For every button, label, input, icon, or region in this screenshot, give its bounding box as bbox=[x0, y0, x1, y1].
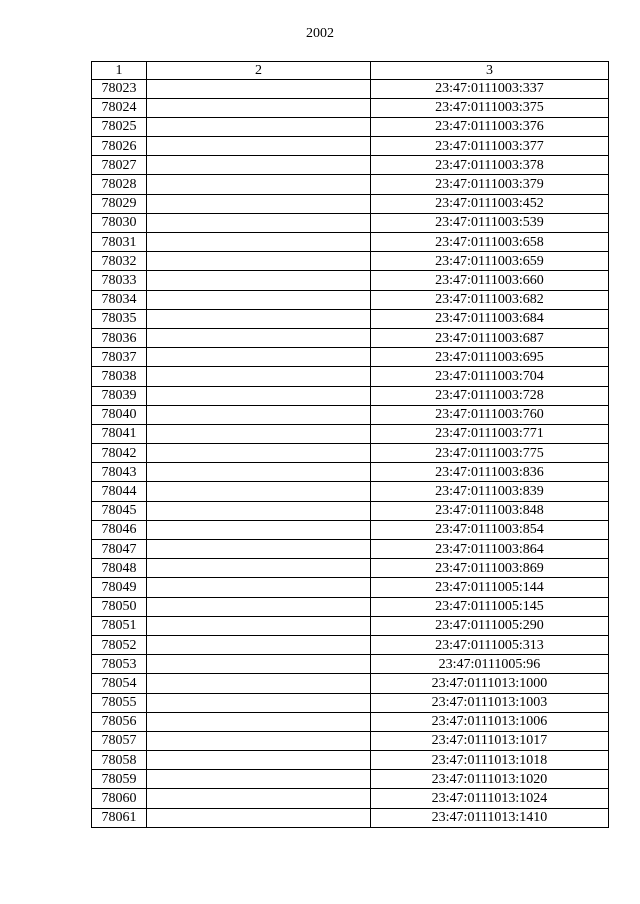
cadastral-number-cell: 23:47:0111003:660 bbox=[371, 271, 609, 290]
row-number-cell: 78041 bbox=[92, 424, 147, 443]
row-number-cell: 78027 bbox=[92, 156, 147, 175]
row-name-cell bbox=[147, 405, 371, 424]
row-number-cell: 78054 bbox=[92, 674, 147, 693]
cadastral-number-cell: 23:47:0111003:539 bbox=[371, 213, 609, 232]
table-row bbox=[92, 309, 609, 328]
row-name-cell bbox=[147, 271, 371, 290]
row-number-cell: 78038 bbox=[92, 367, 147, 386]
row-name-cell bbox=[147, 789, 371, 808]
row-name-cell bbox=[147, 520, 371, 539]
table-row bbox=[92, 597, 609, 616]
cadastral-number-cell: 23:47:0111013:1020 bbox=[371, 770, 609, 789]
row-name-cell bbox=[147, 444, 371, 463]
table-row bbox=[92, 578, 609, 597]
row-number-cell: 78032 bbox=[92, 252, 147, 271]
table-body bbox=[92, 62, 609, 828]
row-number-cell: 78034 bbox=[92, 290, 147, 309]
table-row bbox=[92, 79, 609, 98]
table-row bbox=[92, 731, 609, 750]
row-name-cell bbox=[147, 213, 371, 232]
row-number-cell: 78024 bbox=[92, 98, 147, 117]
row-number-cell: 78046 bbox=[92, 520, 147, 539]
row-number-cell: 78033 bbox=[92, 271, 147, 290]
row-name-cell bbox=[147, 578, 371, 597]
row-name-cell bbox=[147, 655, 371, 674]
registry-table bbox=[91, 61, 609, 828]
cadastral-number-cell: 23:47:0111003:684 bbox=[371, 309, 609, 328]
row-name-cell bbox=[147, 309, 371, 328]
cadastral-number-cell: 23:47:0111005:145 bbox=[371, 597, 609, 616]
table-row bbox=[92, 501, 609, 520]
row-name-cell bbox=[147, 597, 371, 616]
cadastral-number-cell: 23:47:0111013:1018 bbox=[371, 751, 609, 770]
row-name-cell bbox=[147, 98, 371, 117]
row-number-cell: 78058 bbox=[92, 751, 147, 770]
table-row bbox=[92, 770, 609, 789]
table-row bbox=[92, 233, 609, 252]
row-name-cell bbox=[147, 328, 371, 347]
row-name-cell bbox=[147, 635, 371, 654]
row-number-cell: 78039 bbox=[92, 386, 147, 405]
cadastral-number-cell: 23:47:0111013:1017 bbox=[371, 731, 609, 750]
row-number-cell: 78052 bbox=[92, 635, 147, 654]
table-row bbox=[92, 98, 609, 117]
cadastral-number-cell: 23:47:0111013:1410 bbox=[371, 808, 609, 827]
column-header: 2 bbox=[147, 62, 371, 80]
row-name-cell bbox=[147, 463, 371, 482]
cadastral-number-cell: 23:47:0111003:378 bbox=[371, 156, 609, 175]
column-header: 1 bbox=[92, 62, 147, 80]
row-name-cell bbox=[147, 482, 371, 501]
table-row bbox=[92, 520, 609, 539]
row-name-cell bbox=[147, 290, 371, 309]
row-name-cell bbox=[147, 386, 371, 405]
cadastral-number-cell: 23:47:0111003:839 bbox=[371, 482, 609, 501]
cadastral-number-cell: 23:47:0111003:659 bbox=[371, 252, 609, 271]
table-row bbox=[92, 674, 609, 693]
row-name-cell bbox=[147, 424, 371, 443]
table-row bbox=[92, 386, 609, 405]
row-name-cell bbox=[147, 674, 371, 693]
row-number-cell: 78044 bbox=[92, 482, 147, 501]
cadastral-number-cell: 23:47:0111013:1006 bbox=[371, 712, 609, 731]
cadastral-number-cell: 23:47:0111003:682 bbox=[371, 290, 609, 309]
row-name-cell bbox=[147, 79, 371, 98]
row-name-cell bbox=[147, 156, 371, 175]
table-row bbox=[92, 808, 609, 827]
cadastral-number-cell: 23:47:0111005:313 bbox=[371, 635, 609, 654]
row-number-cell: 78047 bbox=[92, 540, 147, 559]
row-name-cell bbox=[147, 367, 371, 386]
cadastral-number-cell: 23:47:0111013:1024 bbox=[371, 789, 609, 808]
table-row bbox=[92, 444, 609, 463]
cadastral-number-cell: 23:47:0111003:854 bbox=[371, 520, 609, 539]
row-name-cell bbox=[147, 712, 371, 731]
cadastral-number-cell: 23:47:0111003:760 bbox=[371, 405, 609, 424]
row-name-cell bbox=[147, 693, 371, 712]
table-row bbox=[92, 290, 609, 309]
cadastral-number-cell: 23:47:0111003:836 bbox=[371, 463, 609, 482]
cadastral-number-cell: 23:47:0111005:290 bbox=[371, 616, 609, 635]
cadastral-number-cell: 23:47:0111003:687 bbox=[371, 328, 609, 347]
row-number-cell: 78035 bbox=[92, 309, 147, 328]
row-number-cell: 78031 bbox=[92, 233, 147, 252]
cadastral-number-cell: 23:47:0111013:1003 bbox=[371, 693, 609, 712]
row-number-cell: 78040 bbox=[92, 405, 147, 424]
row-number-cell: 78050 bbox=[92, 597, 147, 616]
table-row bbox=[92, 117, 609, 136]
cadastral-number-cell: 23:47:0111003:376 bbox=[371, 117, 609, 136]
row-name-cell bbox=[147, 501, 371, 520]
row-name-cell bbox=[147, 175, 371, 194]
row-name-cell bbox=[147, 348, 371, 367]
cadastral-number-cell: 23:47:0111013:1000 bbox=[371, 674, 609, 693]
row-name-cell bbox=[147, 559, 371, 578]
cadastral-number-cell: 23:47:0111003:848 bbox=[371, 501, 609, 520]
row-number-cell: 78059 bbox=[92, 770, 147, 789]
row-number-cell: 78060 bbox=[92, 789, 147, 808]
table-row bbox=[92, 635, 609, 654]
row-number-cell: 78028 bbox=[92, 175, 147, 194]
row-name-cell bbox=[147, 117, 371, 136]
row-number-cell: 78053 bbox=[92, 655, 147, 674]
cadastral-number-cell: 23:47:0111003:658 bbox=[371, 233, 609, 252]
table-row bbox=[92, 482, 609, 501]
row-number-cell: 78026 bbox=[92, 137, 147, 156]
cadastral-number-cell: 23:47:0111003:728 bbox=[371, 386, 609, 405]
table-row bbox=[92, 405, 609, 424]
row-name-cell bbox=[147, 252, 371, 271]
cadastral-number-cell: 23:47:0111003:775 bbox=[371, 444, 609, 463]
table-row bbox=[92, 271, 609, 290]
table-row bbox=[92, 328, 609, 347]
cadastral-number-cell: 23:47:0111003:337 bbox=[371, 79, 609, 98]
table-row bbox=[92, 463, 609, 482]
table-row bbox=[92, 213, 609, 232]
table-row bbox=[92, 175, 609, 194]
cadastral-number-cell: 23:47:0111003:695 bbox=[371, 348, 609, 367]
row-number-cell: 78057 bbox=[92, 731, 147, 750]
row-number-cell: 78043 bbox=[92, 463, 147, 482]
row-number-cell: 78030 bbox=[92, 213, 147, 232]
row-name-cell bbox=[147, 731, 371, 750]
row-name-cell bbox=[147, 233, 371, 252]
table-row bbox=[92, 348, 609, 367]
row-name-cell bbox=[147, 808, 371, 827]
row-number-cell: 78037 bbox=[92, 348, 147, 367]
table-row bbox=[92, 751, 609, 770]
table-row bbox=[92, 194, 609, 213]
cadastral-number-cell: 23:47:0111005:144 bbox=[371, 578, 609, 597]
row-name-cell bbox=[147, 770, 371, 789]
table-header-row bbox=[92, 62, 609, 80]
table-row bbox=[92, 252, 609, 271]
cadastral-number-cell: 23:47:0111003:452 bbox=[371, 194, 609, 213]
row-name-cell bbox=[147, 751, 371, 770]
cadastral-number-cell: 23:47:0111005:96 bbox=[371, 655, 609, 674]
table-row bbox=[92, 655, 609, 674]
row-name-cell bbox=[147, 540, 371, 559]
cadastral-number-cell: 23:47:0111003:869 bbox=[371, 559, 609, 578]
cadastral-number-cell: 23:47:0111003:379 bbox=[371, 175, 609, 194]
table-row bbox=[92, 789, 609, 808]
row-number-cell: 78056 bbox=[92, 712, 147, 731]
table-row bbox=[92, 137, 609, 156]
row-number-cell: 78061 bbox=[92, 808, 147, 827]
row-number-cell: 78023 bbox=[92, 79, 147, 98]
row-number-cell: 78055 bbox=[92, 693, 147, 712]
table-row bbox=[92, 616, 609, 635]
cadastral-number-cell: 23:47:0111003:375 bbox=[371, 98, 609, 117]
table-row bbox=[92, 424, 609, 443]
row-number-cell: 78036 bbox=[92, 328, 147, 347]
table-row bbox=[92, 156, 609, 175]
row-name-cell bbox=[147, 194, 371, 213]
row-number-cell: 78025 bbox=[92, 117, 147, 136]
page-number: 2002 bbox=[306, 26, 334, 41]
row-number-cell: 78048 bbox=[92, 559, 147, 578]
row-number-cell: 78042 bbox=[92, 444, 147, 463]
table-row bbox=[92, 540, 609, 559]
cadastral-number-cell: 23:47:0111003:864 bbox=[371, 540, 609, 559]
table-row bbox=[92, 693, 609, 712]
column-header: 3 bbox=[371, 62, 609, 80]
row-number-cell: 78045 bbox=[92, 501, 147, 520]
cadastral-number-cell: 23:47:0111003:377 bbox=[371, 137, 609, 156]
table-row bbox=[92, 367, 609, 386]
row-name-cell bbox=[147, 616, 371, 635]
table-row bbox=[92, 559, 609, 578]
row-number-cell: 78029 bbox=[92, 194, 147, 213]
row-name-cell bbox=[147, 137, 371, 156]
cadastral-number-cell: 23:47:0111003:771 bbox=[371, 424, 609, 443]
row-number-cell: 78051 bbox=[92, 616, 147, 635]
table-row bbox=[92, 712, 609, 731]
cadastral-number-cell: 23:47:0111003:704 bbox=[371, 367, 609, 386]
row-number-cell: 78049 bbox=[92, 578, 147, 597]
